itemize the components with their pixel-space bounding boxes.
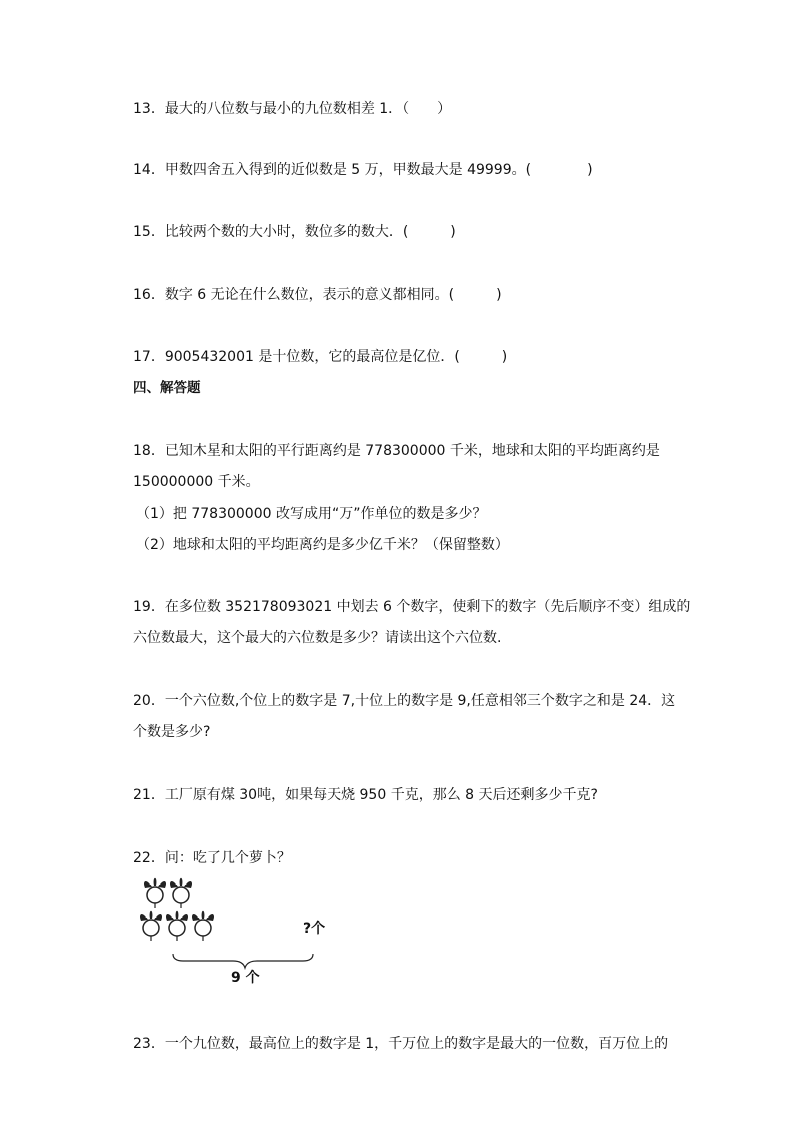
total-label: 9 个: [231, 970, 260, 986]
question-22: 22．问：吃了几个萝卜？: [133, 850, 291, 866]
question-18-sub-1: （1）把 778300000 改写成用“万”作单位的数是多少？: [136, 506, 487, 522]
radish-icon: [192, 911, 214, 941]
radish-icon: [140, 911, 162, 941]
question-16: 16．数字 6 无论在什么数位，表示的意义都相同。( ): [133, 287, 502, 303]
question-19-line-1: 19．在多位数 352178093021 中划去 6 个数字，使剩下的数字（先后顺序不变）组成的: [133, 599, 691, 615]
question-21: 21．工厂原有煤 30吨，如果每天烧 950 千克，那么 8 天后还剩多少千克?: [133, 787, 598, 803]
question-17: 17．9005432001 是十位数，它的最高位是亿位．( ): [133, 349, 508, 365]
eaten-label: ?个: [303, 921, 326, 937]
section-heading: 四、解答题: [133, 380, 201, 396]
question-18-line-2: 150000000 千米。: [133, 474, 260, 490]
question-19-line-2: 六位数最大，这个最大的六位数是多少？请读出这个六位数.: [133, 630, 502, 646]
total-brace: [173, 954, 313, 968]
question-18-sub-2: （2）地球和太阳的平均距离约是多少亿千米？（保留整数）: [136, 537, 509, 553]
question-20-line-1: 20．一个六位数,个位上的数字是 7,十位上的数字是 9,任意相邻三个数字之和是 24．这: [133, 693, 676, 709]
question-15: 15．比较两个数的大小时，数位多的数大．( ): [133, 224, 456, 240]
question-14: 14．甲数四舍五入得到的近似数是 5 万，甲数最大是 49999。( ): [133, 162, 593, 178]
question-23: 23．一个九位数，最高位上的数字是 1，千万位上的数字是最大的一位数，百万位上的: [133, 1036, 669, 1052]
radish-icon: [166, 911, 188, 941]
radish-icon: [170, 878, 192, 908]
question-18-line-1: 18．已知木星和太阳的平行距离约是 778300000 千米，地球和太阳的平均距离约是: [133, 443, 660, 459]
question-13: 13．最大的八位数与最小的九位数相差 1．（ ）: [133, 101, 452, 117]
radish-icon: [144, 878, 166, 908]
radish-figure: [133, 876, 353, 986]
question-20-line-2: 个数是多少?: [133, 724, 211, 740]
